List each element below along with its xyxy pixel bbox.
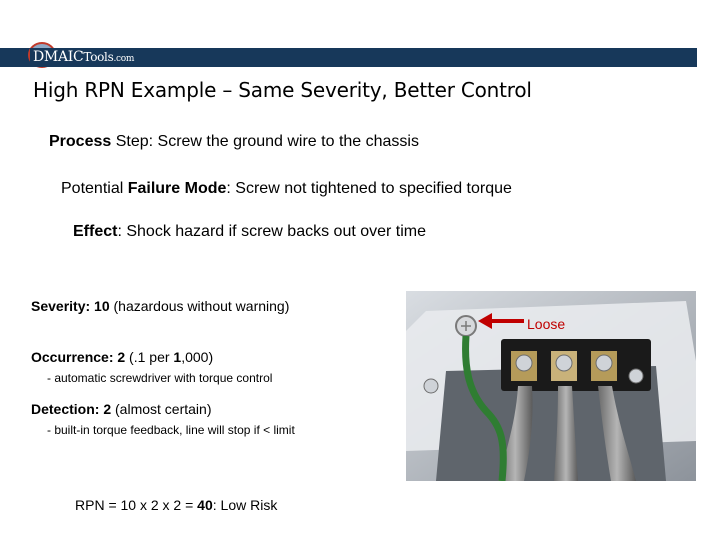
occurrence-note: - automatic screwdriver with torque control <box>47 371 273 385</box>
rpn-line <box>75 497 277 513</box>
rpn-value: 40 <box>197 497 213 513</box>
effect-text: : Shock hazard if screw backs out over time <box>117 223 427 240</box>
occurrence-text-b: ,000) <box>181 349 214 365</box>
failure-mode-prefix: Potential <box>61 180 128 197</box>
occurrence-line <box>31 349 213 365</box>
occurrence-label: Occurrence: 2 <box>31 349 126 365</box>
process-step-text: Step: Screw the ground wire to the chassis <box>111 133 419 150</box>
occurrence-text-a: (.1 per <box>125 349 174 365</box>
detection-text: (almost certain) <box>111 401 212 417</box>
failure-mode-text: : Screw not tightened to specified torque <box>226 180 512 197</box>
process-label: Process <box>49 133 112 150</box>
rpn-suffix: : Low Risk <box>212 497 278 513</box>
severity-text: (hazardous without warning) <box>109 298 290 314</box>
severity-label: Severity: 10 <box>31 298 110 314</box>
process-step-line <box>49 133 419 151</box>
slide-title: High RPN Example – Same Severity, Better Control <box>33 78 532 102</box>
rpn-text: RPN = 10 x 2 x 2 = <box>75 497 198 513</box>
loose-callout-label: Loose <box>527 316 566 332</box>
dmaic-tools-logo <box>24 40 137 70</box>
effect-label: Effect <box>73 223 118 240</box>
logo-text: DMAICTools.com <box>33 49 135 65</box>
severity-line <box>31 298 289 314</box>
detection-note: - built-in torque feedback, line will stop if < limit <box>47 423 295 437</box>
detection-line <box>31 401 211 417</box>
detection-label: Detection: 2 <box>31 401 112 417</box>
effect-line <box>73 223 426 241</box>
failure-mode-label: Failure Mode <box>127 180 227 197</box>
failure-mode-line <box>61 180 512 198</box>
occurrence-bold-num: 1 <box>173 349 182 365</box>
